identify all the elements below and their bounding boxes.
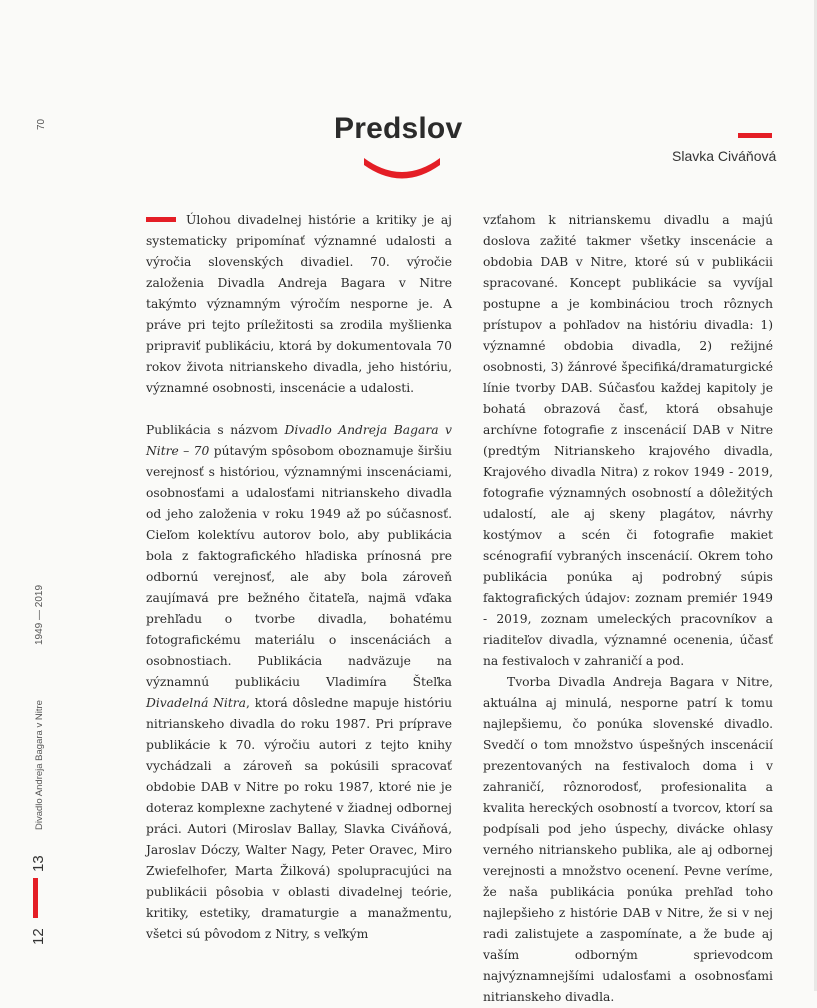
- author-name: Slavka Civáňová: [672, 148, 777, 164]
- text-column-right: [483, 210, 773, 1008]
- folio-right: 13: [30, 855, 47, 872]
- running-page-number: 70: [36, 118, 47, 130]
- running-years: 1949 — 2019: [34, 584, 45, 645]
- title-arc-ornament: [362, 152, 442, 180]
- folio-accent-bar: [33, 878, 38, 918]
- paragraph-intro: Úlohou divadelnej histórie a kritiky je aj systematicky pripomínať významné udalosti a výročia slovenských divadiel. 70. výročie založenia Divadla Andreja Bagara v Nitre takýmto významným výročím nesporne je. A práve pri tejto príležitosti sa zrodila myšlienka pripraviť publikáciu, ktorá by dokumentovala 70 rokov života nitrianskeho divadla, jeho históriu, významné osobnosti, inscenácie a udalosti.: [146, 213, 452, 395]
- paragraph-concept: vzťahom k nitrianskemu divadlu a majú doslova zažité takmer všetky inscenácie a obdobia DAB v Nitre, ktoré sú v publikácii spracované. Koncept publikácie sa vyvíjal postupne a je kombináciou troch rôznych prístupov a pohľadov na históriu divadla: 1) významné obdobia divadla, 2) režijné osobnosti, 3) žánrové špecifiká/dramaturgické línie tvorby DAB. Súčasťou každej kapitoly je bohatá obrazová časť, ktorá obsahuje archívne fotografie z inscenácií DAB v Nitre (predtým Nitrianskeho krajového divadla, Krajového divadla Nitra) z rokov 1949 - 2019, fotografie významných osobností a dôležitých udalostí, ale aj skeny plagátov, návrhy kostýmov a scén či fotografie makiet scénografií vybraných inscenácií. Okrem toho publikácia ponúka aj podrobný súpis faktografických údajov: zoznam premiér 1949 - 2019, zoznam umeleckých pracovníkov a riaditeľov divadla, významné ocenenia, účasť na festivaloch v zahraničí a pod.: [483, 213, 773, 668]
- paragraph-publication: Publikácia s názvom Divadlo Andreja Bagara v Nitre – 70 pútavým spôsobom oboznamuje širšiu verejnosť s históriou, významnými inscenáciami, osobnosťami a udalosťami nitrianskeho divadla od jeho založenia v roku 1949 až po súčasnosť. Cieľom kolektívu autorov bolo, aby publikácia bola z faktografického hľadiska prínosná pre odbornú verejnosť, ale aby bola zároveň zaujímavá pre bežného čitateľa, najmä vďaka prehľadu o tvorbe divadla, bohatému fotografickému materiálu o inscenáciách a osobnostiach. Publikácia nadväzuje na významnú publikáciu Vladimíra Šteľka Divadelná Nitra, ktorá dôsledne mapuje históriu nitrianskeho divadla do roku 1987. Pri príprave publikácie k 70. výročiu autori z tejto knihy vychádzali a zároveň sa pokúsili spracovať obdobie DAB v Nitre po roku 1987, ktoré nie je doteraz komplexne zachytené v žiadnej odbornej práci. Autori (Miroslav Ballay, Slavka Civáňová, Jaroslav Dóczy, Walter Nagy, Peter Oravec, Miro Zwiefelhofer, Marta Žilková) spolupracujúci na publikácii pôsobia v oblasti divadelnej teórie, kritiky, estetiky, dramaturgie a manažmentu, všetci sú pôvodom z Nitry, s veľkým: [146, 423, 453, 941]
- author-accent-bar: [738, 133, 772, 138]
- text-column-left: [146, 210, 452, 945]
- page-title: Predslov: [334, 112, 463, 145]
- paragraph-conclusion: Tvorba Divadla Andreja Bagara v Nitre, aktuálna aj minulá, nesporne patrí k tomu najlepšiemu, čo ponúka slovenské divadlo. Svedčí o tom množstvo úspešných inscenácií prezentovaných na festivaloch doma i v zahraničí, rôznorodosť, profesionalita a kvalita hereckých osobností a tvorcov, ktorí sa podpísali pod jeho úspechy, divácke ohlasy verného nitrianskeho publika, ale aj odbornej verejnosti a množstvo ocenení. Pevne veríme, že naša publikácia ponúka prehľad toho najlepšieho z histórie DAB v Nitre, že si v nej radi zalistujete a zaspomínate, a že bude aj vaším odborným sprievodcom najvýznamnejšími udalosťami a osobnosťami nitrianskeho divadla.: [483, 675, 773, 1004]
- folio-left: 12: [30, 928, 47, 945]
- lead-accent-bar: [146, 217, 176, 222]
- running-book-title: Divadlo Andreja Bagara v Nitre: [34, 700, 45, 830]
